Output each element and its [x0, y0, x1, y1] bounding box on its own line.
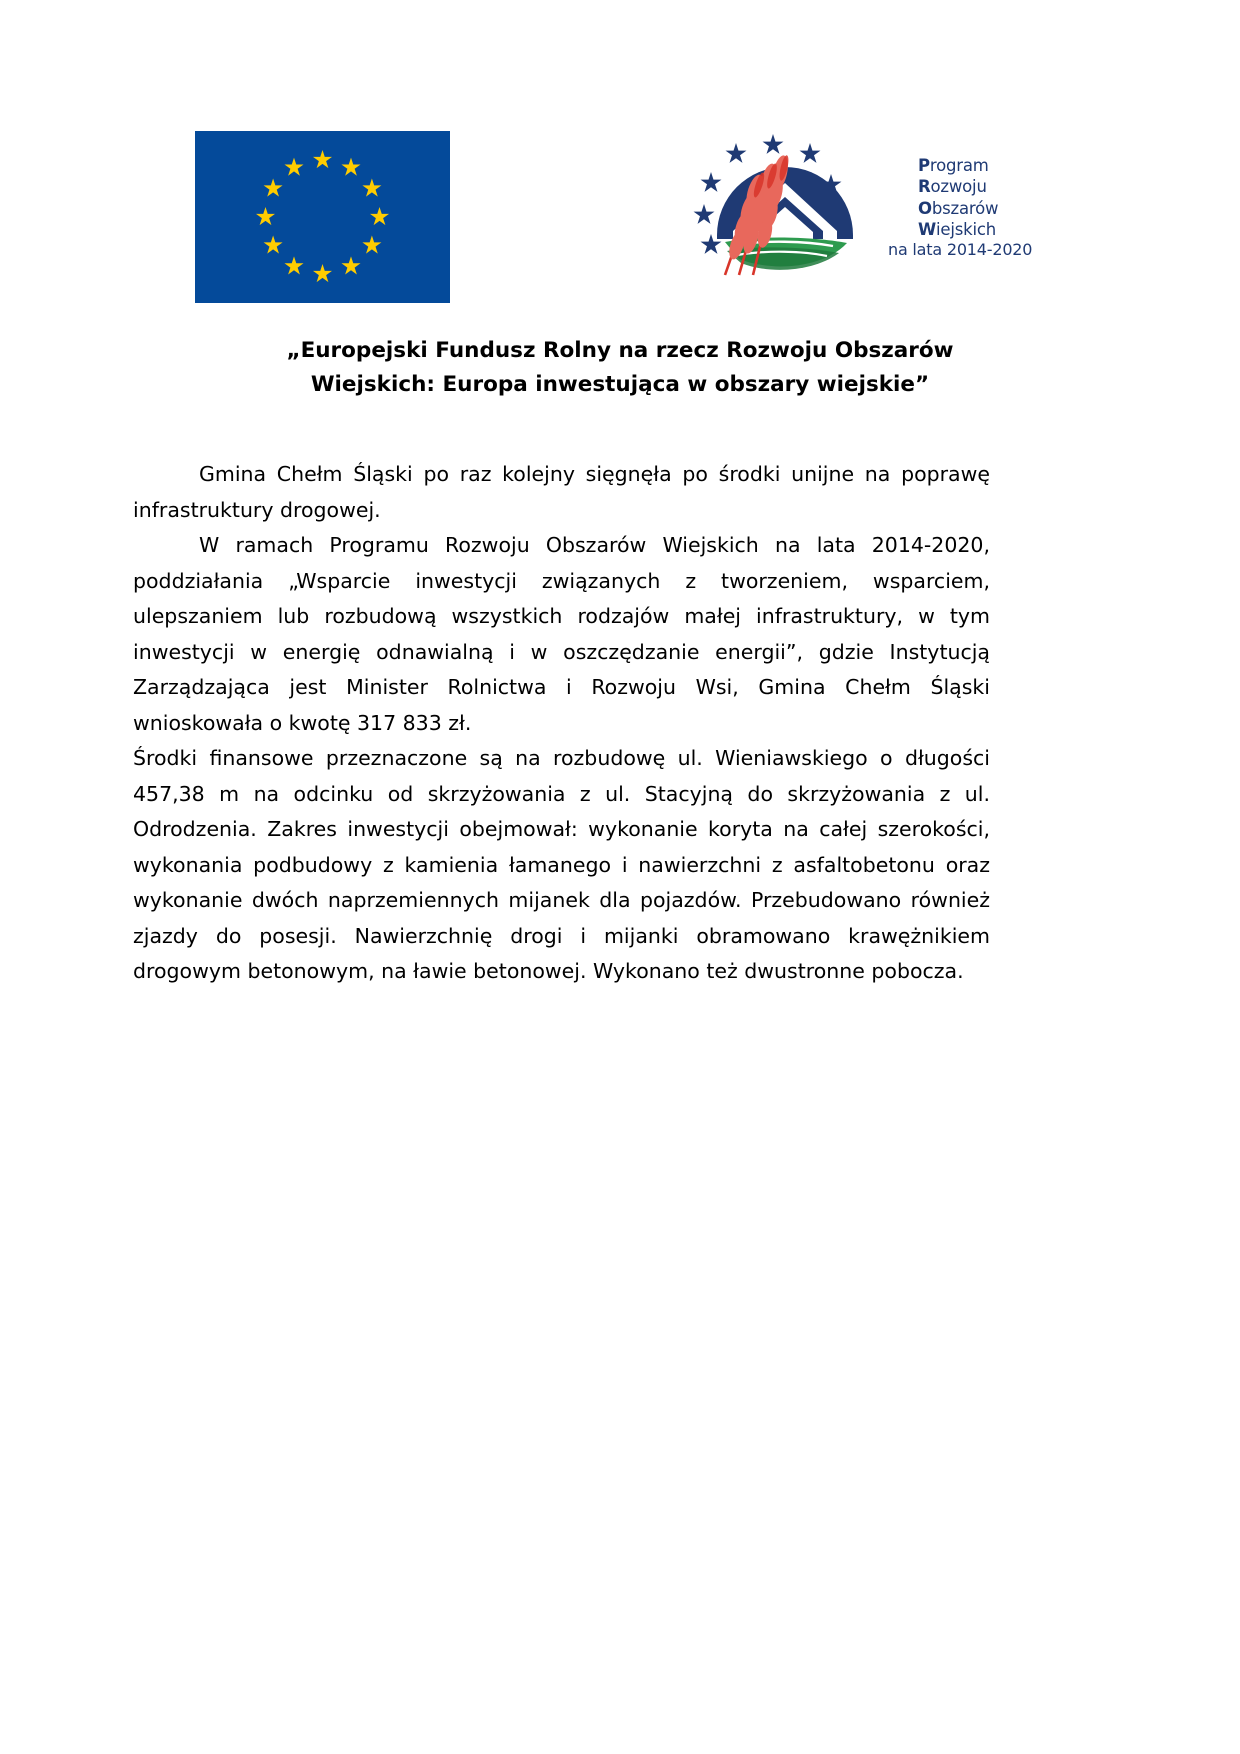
document-body	[133, 457, 990, 990]
paragraph-2: W ramach Programu Rozwoju Obszarów Wiejskich na lata 2014-2020, poddziałania „Wsparcie inwestycji związanych z tworzeniem, wsparciem, ulepszaniem lub rozbudową wszystkich rodzajów małej infrastruktury, w tym inwestycji w energię odnawialną i w oszczędzanie energii”, gdzie Instytucją Zarządzająca jest Minister Rolnictwa i Rozwoju Wsi, Gmina Chełm Śląski wnioskowała o kwotę 317 833 zł.	[133, 533, 990, 735]
logo-band	[0, 131, 1240, 311]
prow-wordmark-line-4: Wiejskich	[918, 220, 996, 240]
paragraph-3: Środki finansowe przeznaczone są na rozbudowę ul. Wieniawskiego o długości 457,38 m na odcinku od skrzyżowania z ul. Stacyjną do skrzyżowania z ul. Odrodzenia. Zakres inwestycji obejmował: wykonanie koryta na całej szerokości, wykonania podbudowy z kamienia łamanego i nawierzchni z asfaltobetonu oraz wykonanie dwóch naprzemiennych mijanek dla pojazdów. Przebudowano również zjazdy do posesji. Nawierzchnię drogi i mijanki obramowano krawężnikiem drogowym betonowym, na ławie betonowej. Wykonano też dwustronne pobocza.	[133, 746, 990, 983]
eu-stars-circle	[195, 131, 450, 303]
paragraph-1: Gmina Chełm Śląski po raz kolejny sięgnęła po środki unijne na poprawę infrastruktury drogowej.	[133, 462, 990, 522]
prow-wordmark-line-3: Obszarów	[918, 198, 999, 218]
prow-wordmark-line-1: Program	[918, 156, 989, 175]
document-header-title	[150, 334, 1090, 402]
prow-emblem	[655, 127, 915, 279]
header-title-line-2: Wiejskich: Europa inwestująca w obszary wiejskie”	[310, 372, 930, 397]
prow-wordmark-line-2: Rozwoju	[918, 177, 987, 197]
european-union-flag	[195, 131, 450, 303]
header-title-line-1: „Europejski Fundusz Rolny na rzecz Rozwoju Obszarów	[286, 338, 954, 363]
prow-years-label: na lata 2014-2020	[888, 240, 1033, 259]
prow-emblem-graphic	[655, 127, 915, 279]
prow-wordmark	[918, 155, 1138, 241]
